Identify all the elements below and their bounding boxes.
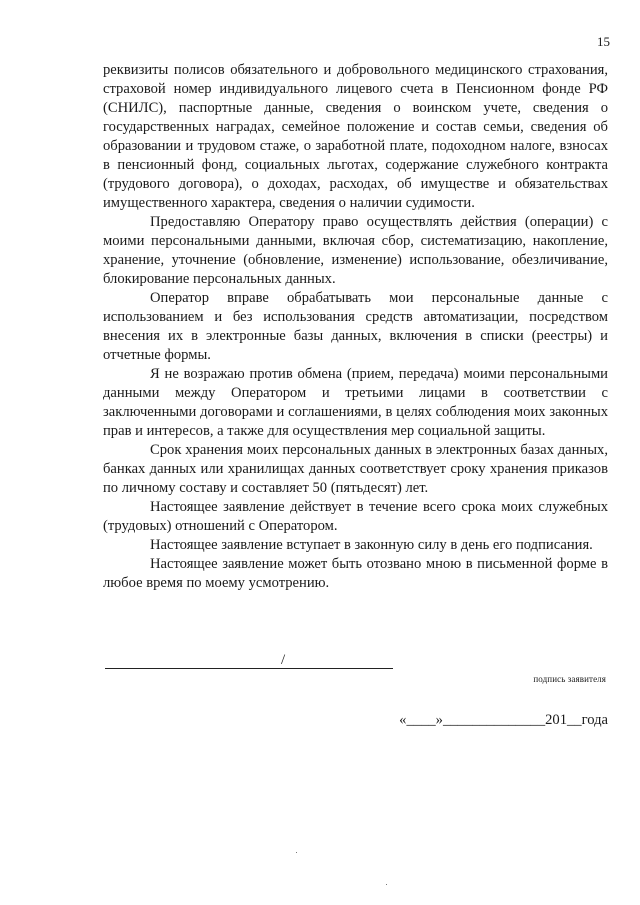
paragraph-storage-term: Срок хранения моих персональных данных в электронных базах данных, банках данных или хранилищах данных соответствует сроку хранения приказов по личному составу и составляет 50 (пятьдесят) лет. [103,442,608,496]
paragraph-validity-period: Настоящее заявление действует в течение всего срока моих служебных (трудовых) отношений с Оператором. [103,499,608,534]
document-body [103,61,608,593]
paragraph-revocation: Настоящее заявление может быть отозвано мною в письменной форме в любое время по моему усмотрению. [103,556,608,591]
date-line: «____»______________201__года [399,712,608,728]
page-number: 15 [597,34,610,49]
paragraph-third-party-exchange: Я не возражаю против обмена (прием, передача) моими персональными данными между Оператором и третьими лицами в соответствии с заключенными договорами и соглашениями, в целях соблюдения моих законных прав и интересов, а также для осуществления мер социальной защиты. [103,366,608,439]
paragraph-personal-data-list: реквизиты полисов обязательного и добровольного медицинского страхования, страховой номер индивидуального лицевого счета в Пенсионном фонде РФ (СНИЛС), паспортные данные, сведения о воинском учете, сведения о государственных наградах, семейное положение и состав семьи, сведения об образовании и трудовом стаже, о заработной плате, подоходном налоге, взносах в пенсионный фонд, социальных льготах, содержание служебного контракта (трудового договора), о доходах, расходах, об имуществе и обязательствах имущественного характера, сведения о наличии судимости. [103,62,608,211]
paragraph-operator-rights: Предоставляю Оператору право осуществлять действия (операции) с моими персональными данными, включая сбор, систематизацию, накопление, хранение, уточнение (обновление, изменение) использование, обезличивание, блокирование персональных данных. [103,214,608,287]
signature-line [105,668,393,669]
signature-separator: / [281,652,286,668]
paragraph-effective-date: Настоящее заявление вступает в законную силу в день его подписания. [150,537,593,553]
scan-speck [296,852,297,853]
paragraph-processing-methods: Оператор вправе обрабатывать мои персональные данные с использованием и без использования средств автоматизации, посредством внесения их в электронные базы данных, включения в списки (реестры) и отчетные формы. [103,290,608,363]
signature-caption: подпись заявителя [533,674,606,684]
scan-speck [386,884,387,885]
